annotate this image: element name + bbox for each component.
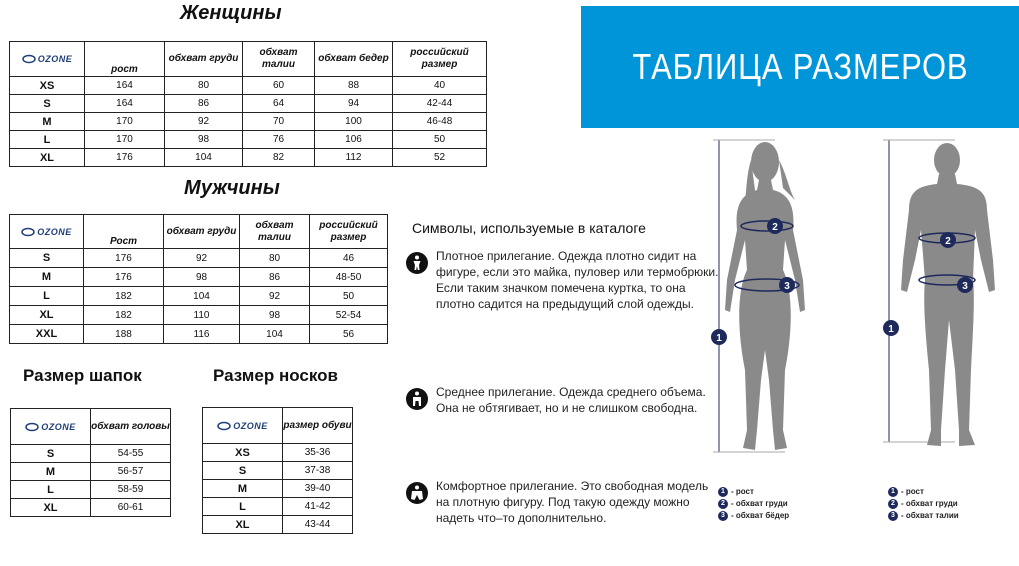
table-row: XS 35-36 <box>203 444 353 462</box>
female-legend: 1 - рост 2 - обхват груди 3 - обхват бёдер <box>718 486 789 522</box>
brand-logo: OZONE <box>10 215 84 249</box>
fit-item-tight: Плотное прилегание. Одежда плотно сидит на фигуре, если это майка, пуловер или термобрюки. Если таким значком помечена куртка, то она плотно садится на предыдущий слой одежды. <box>406 248 720 312</box>
svg-text:1: 1 <box>888 324 894 335</box>
table-row: S 176 92 80 46 <box>10 249 388 268</box>
table-row: XXL 188 116 104 56 <box>10 325 388 344</box>
fit-item-medium: Среднее прилегание. Одежда среднего объема. Она не обтягивает, но и не слишком свободна. <box>406 384 720 416</box>
women-header-hips: обхват бедер <box>315 42 393 77</box>
women-header-rus: российский размер <box>393 42 487 77</box>
table-row: S 37-38 <box>203 462 353 480</box>
male-figure-illustration <box>875 130 1015 500</box>
fit-item-comfort: Комфортное прилегание. Это свободная модель на плотную фигуру. Под такую одежду можно надеть что–то дополнительно. <box>406 478 720 526</box>
hats-size-table <box>10 408 171 517</box>
men-size-table <box>9 214 388 344</box>
table-row: S 54-55 <box>11 445 171 463</box>
women-header-chest: обхват груди <box>165 42 243 77</box>
male-legend: 1 - рост 2 - обхват груди 3 - обхват талии <box>888 486 959 522</box>
men-title: Мужчины <box>184 177 280 199</box>
table-row: M 170 92 70 100 46-48 <box>10 113 487 131</box>
women-header-waist: обхват талии <box>243 42 315 77</box>
socks-size-table <box>202 407 353 534</box>
ozone-logo-icon <box>217 421 231 431</box>
female-silhouette <box>725 142 805 450</box>
men-header-height: Рост <box>84 215 164 249</box>
svg-text:2: 2 <box>772 222 778 233</box>
ozone-logo-icon <box>22 54 36 64</box>
table-row: S 164 86 64 94 42-44 <box>10 95 487 113</box>
table-row: L 41-42 <box>203 498 353 516</box>
table-row: L 58-59 <box>11 481 171 499</box>
table-row: XL 182 110 98 52-54 <box>10 306 388 325</box>
male-silhouette <box>901 143 995 446</box>
svg-text:2: 2 <box>945 236 951 247</box>
svg-text:3: 3 <box>784 281 790 292</box>
table-row: M 176 98 86 48-50 <box>10 268 388 287</box>
socks-header: размер обуви <box>283 408 353 444</box>
ozone-logo-icon <box>25 422 39 432</box>
svg-text:1: 1 <box>716 333 722 344</box>
socks-title: Размер носков <box>213 366 338 385</box>
tight-fit-icon <box>406 252 428 274</box>
men-header-rus: российский размер <box>310 215 388 249</box>
hats-title: Размер шапок <box>23 366 142 385</box>
table-row: L 182 104 92 50 <box>10 287 388 306</box>
table-row: XL 43-44 <box>203 516 353 534</box>
female-figure-illustration <box>705 130 845 500</box>
table-row: L 170 98 76 106 50 <box>10 131 487 149</box>
medium-fit-icon <box>406 388 428 410</box>
symbols-title: Символы, используемые в каталоге <box>412 220 646 236</box>
table-row: M 56-57 <box>11 463 171 481</box>
brand-logo: OZONE <box>10 42 85 77</box>
hats-header: обхват головы <box>91 409 171 445</box>
brand-logo: OZONE <box>203 408 283 444</box>
svg-text:3: 3 <box>962 281 968 292</box>
table-row: M 39-40 <box>203 480 353 498</box>
comfort-fit-icon <box>406 482 428 504</box>
brand-logo: OZONE <box>11 409 91 445</box>
ozone-logo-icon <box>21 227 35 237</box>
women-header-height: рост <box>85 42 165 77</box>
table-row: XS 164 80 60 88 40 <box>10 77 487 95</box>
table-row: XL 176 104 82 112 52 <box>10 149 487 167</box>
men-header-waist: обхват талии <box>240 215 310 249</box>
table-row: XL 60-61 <box>11 499 171 517</box>
women-title: Женщины <box>180 2 282 24</box>
women-size-table <box>9 41 487 167</box>
size-table-banner: ТАБЛИЦА РАЗМЕРОВ <box>581 6 1019 128</box>
men-header-chest: обхват груди <box>164 215 240 249</box>
